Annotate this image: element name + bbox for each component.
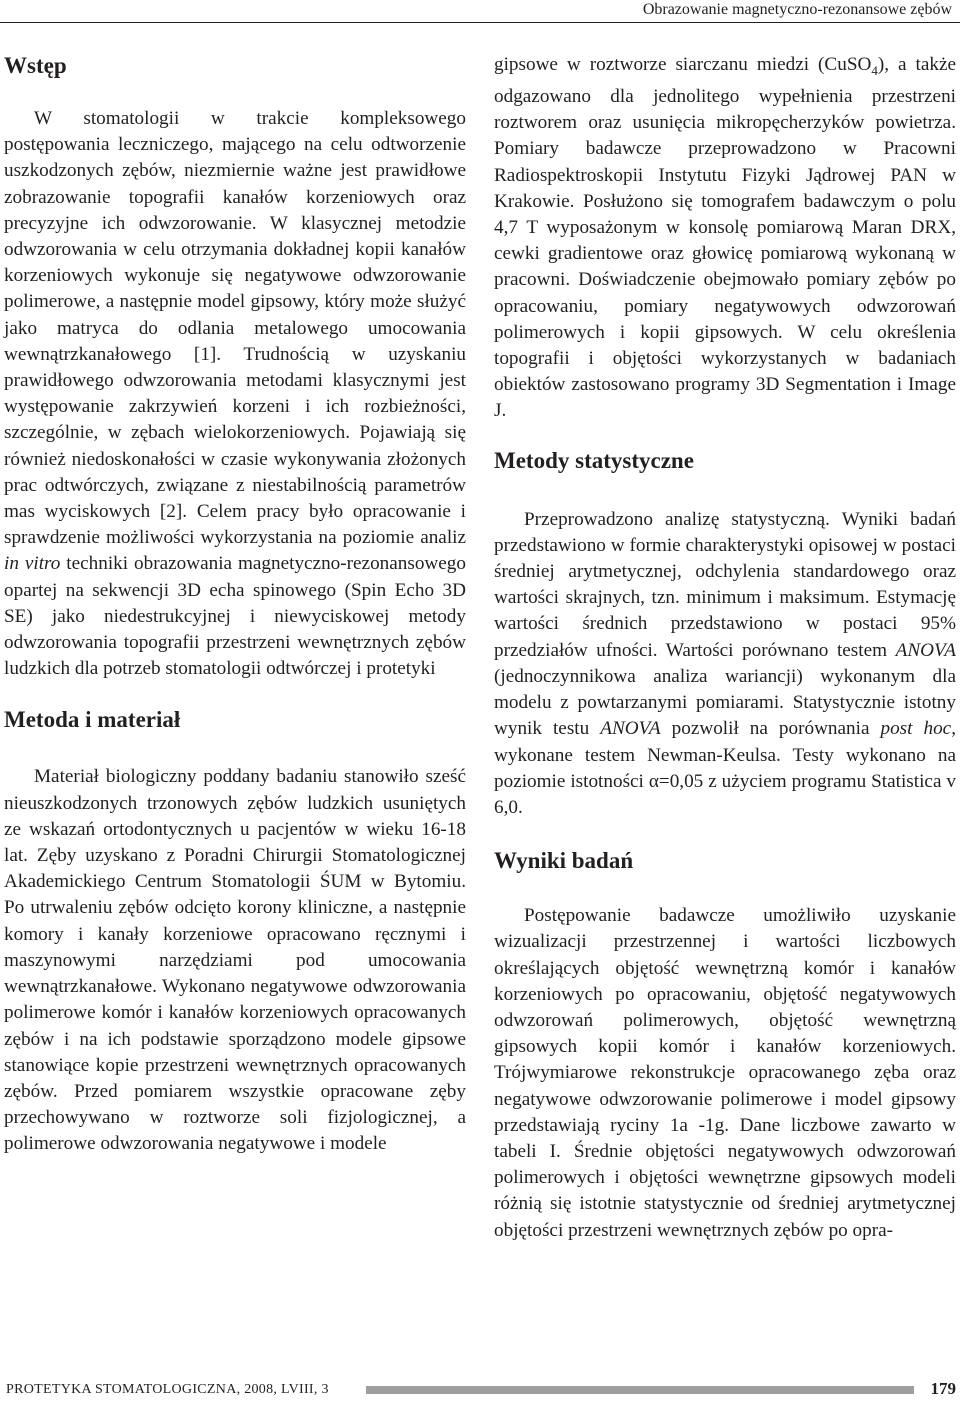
stats-italic-anova-2: ANOVA	[600, 718, 661, 740]
results-paragraph: Postępowanie badawcze umożliwiło uzyskanie wizualizacji przestrzennej i wartości liczbowych określających objętość wewnętrzną komór i kanałów korzeniowych po opracowaniu, objętość negatywowych odwzorowań polimerowych, objętość wewnętrzną gipsowych kopii komór i kanałów korzeniowych. Trójwymiarowe rekonstrukcje opracowanego zęba oraz negatywowe odwzorowanie polimerowe i model gipsowy przedstawiają ryciny 1a -1g. Dane liczbowe zawarto w tabeli I. Średnie objętości negatywowych odwzorowań polimerowych i objętości wewnętrzne gipsowych modeli różnią się istotnie statystycznie od średniej arytmetycznej objętości przestrzeni wewnętrznych zębów po opra-	[494, 905, 956, 1241]
intro-italic-term: in vitro	[4, 553, 61, 575]
intro-text-a: W stomatologii w trakcie kompleksowego postępowania leczniczego, mającego na celu odtworzenie uszkodzonych zębów, niezmiernie ważne jest prawidłowe zobrazowanie topografii kanałów korzeniowych oraz precyzyjne ich odwzorowanie. W klasycznej metodzie odwzorowania w celu otrzymania dokładnej kopii kanałów korzeniowych wykonuje się negatywowe odwzorowanie polimerowe, a następnie model gipsowy, który może służyć jako matryca do odlania metalowego umocowania wewnątrzkanałowego [1]. Trudnością w uzyskaniu prawidłowego odwzorowania metodami klasycznymi jest występowanie zakrzywień korzeni i ich rozbieżności, szczególnie, w zębach wielokorzeniowych. Pojawiają się również niedoskonałości w czasie wykonywania złożonych prac odtwórczych, związane z niestabilnością parametrów mas wyciskowych [2]. Celem pracy było opracowanie i sprawdzenie możliwości wykorzystania na poziomie analiz	[4, 108, 466, 549]
stats-text-c: pozwolił na porównania	[660, 718, 881, 740]
stats-text-b: (jednoczynnikowa analiza wariancji) wykonanym dla modelu z powtarzanymi pomiarami. Statystycznie istotny wynik testu	[494, 665, 956, 740]
stats-text-d: , wykonane testem Newman-Keulsa. Testy wykonano na poziomie istotności α=0,05 z użyciem programu Statistica v 6,0.	[494, 718, 956, 818]
page-footer	[0, 1380, 960, 1401]
running-head: Obrazowanie magnetyczno-rezonansowe zębów	[642, 1, 952, 18]
continuation-text-b: ), a także odgazowano dla jednolitego wypełnienia przestrzeni roztworem oraz usunięcia mikropęcherzyków powietrza. Pomiary badawcze przeprowadzono w Pracowni Radiospektroskopii Instytutu Fizyki Jądrowej PAN w Krakowie. Posłużono się tomografem badawczym o polu 4,7 T wyposażonym w konsolę pomiarową Maran DRX, cewki gradientowe oraz głowicę pomiarową wykonaną w pracowni. Doświadczenie obejmowało pomiary zębów po opracowaniu, pomiary negatywowych odwzorowań polimerowych i kopii gipsowych. W celu określenia topografii i objętości wykorzystanych w badaniach obiektów zastosowano programy 3D Segmentation i Image J.	[494, 54, 956, 422]
method-paragraph: Materiał biologiczny poddany badaniu stanowiło sześć nieuszkodzonych trzonowych zębów ludzkich usuniętych ze wskazań ortodontycznych u pacjentów w wieku 16-18 lat. Zęby uzyskano z Poradni Chirurgii Stomatologicznej Akademickiego Centrum Stomatologii ŚUM w Bytomiu. Po utrwaleniu zębów odcięto korony kliniczne, a następnie komory i kanały korzeniowe opracowano ręcznymi i maszynowymi narzędziami pod umocowania wewnątrzkanałowe. Wykonano negatywowe odwzorowania polimerowe komór i kanałów korzeniowych opracowanych zębów i na ich podstawie sporządzono modele gipsowe stanowiące kopie przestrzeni wewnętrznych opracowanych zębów. Przed pomiarem wszystkie opracowane zęby przechowywano w roztworze soli fizjologicznej, a polimerowe odwzorowania negatywowe i modele	[4, 766, 466, 1155]
intro-paragraph	[4, 106, 466, 682]
intro-text-b: techniki obrazowania magnetyczno-rezonansowego opartej na sekwencji 3D echa spinowego (Spin Echo 3D SE) jako niedestrukcyjnej i niewyciskowej metody odwzorowania topografii przestrzeni wewnętrznych zębów ludzkich dla potrzeb stomatologii odtwórczej i protetyki	[4, 553, 466, 680]
section-heading-results: Wyniki badań	[494, 848, 634, 874]
continuation-paragraph	[494, 52, 956, 425]
section-heading-method: Metoda i materiał	[4, 707, 181, 733]
footer-bar	[366, 1386, 914, 1394]
stats-paragraph	[494, 507, 956, 821]
stats-italic-post-hoc: post hoc	[880, 718, 952, 740]
stats-text-a: Przeprowadzono analizę statystyczną. Wyniki badań przedstawiono w formie charakterystyki opisowej w postaci średniej arytmetycznej, odchylenia standardowego oraz wartości skrajnych, tzn. minimum i maksimum. Estymację wartości średnich przedstawiono w postaci 95% przedziałów ufności. Wartości porównano testem	[494, 508, 956, 661]
right-column	[494, 52, 956, 1244]
continuation-subscript: 4	[871, 62, 878, 78]
footer-journal-title: PROTETYKA STOMATOLOGICZNA, 2008, LVIII, 3	[6, 1382, 329, 1397]
header-rule	[0, 22, 960, 23]
section-heading-stats: Metody statystyczne	[494, 447, 694, 473]
section-heading-intro: Wstęp	[4, 53, 67, 78]
stats-italic-anova-1: ANOVA	[895, 639, 956, 661]
continuation-text-a: gipsowe w roztworze siarczanu miedzi (CuSO	[494, 54, 872, 75]
left-column	[4, 52, 466, 1158]
page-number: 179	[930, 1379, 956, 1398]
